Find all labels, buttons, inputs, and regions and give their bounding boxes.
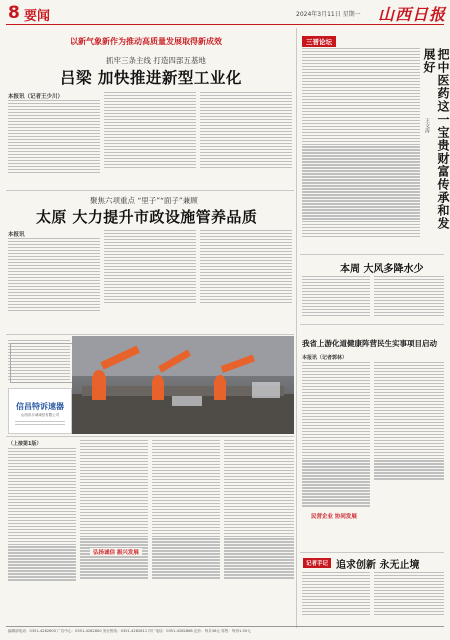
factory-photo	[72, 336, 294, 434]
divider	[300, 254, 444, 255]
section-title: 要闻	[24, 9, 51, 24]
social-byline: 本报讯（记者郭林）	[302, 355, 348, 361]
lvliang-body-col2	[104, 92, 196, 170]
page-number: 8	[8, 3, 20, 23]
bottom-mid-subhead: 弘扬诚信 振兴发展	[90, 548, 142, 556]
social-body-col2	[374, 362, 444, 481]
lvliang-kicker: 以新气象新作为推动高质量发展取得新成效	[70, 37, 222, 46]
lvliang-body-col3	[200, 92, 292, 170]
advertisement	[8, 388, 72, 434]
bottom-body-col3	[152, 440, 220, 580]
forum-author: 王文涛	[424, 118, 430, 133]
divider	[6, 334, 294, 335]
energy-subhead: 民营企业 协同发展	[308, 512, 360, 520]
taiyuan-body-col3	[200, 230, 292, 305]
social-headline: 我省上游化道健康阵营民生实事项目启动	[302, 339, 437, 348]
taiyuan-body-col1	[8, 238, 100, 313]
caption-box	[10, 343, 74, 383]
notes-body-col1	[302, 572, 370, 617]
social-body-col1	[302, 362, 370, 508]
lvliang-body-col1	[8, 100, 100, 175]
lvliang-headline: 吕梁 加快推进新型工业化	[60, 69, 242, 87]
divider	[300, 552, 444, 553]
notes-label: 记者手记	[303, 558, 331, 568]
bottom-left-label: （上接第1版）	[8, 441, 42, 447]
forum-headline: 把中医药这一宝贵财富传承和发展好	[422, 48, 450, 230]
bottom-body-col2	[80, 440, 148, 580]
weather-body-col2	[374, 276, 444, 318]
taiyuan-subtitle: 聚焦六项重点 “里子”“面子”兼顾	[90, 196, 198, 205]
sanjin-forum-label: 三晋论坛	[302, 36, 336, 47]
masthead-rule	[6, 24, 444, 25]
column-divider	[296, 28, 297, 628]
bottom-body-col4	[224, 440, 294, 580]
ad-subtitle: 山西省丰诚诚信有限公司	[20, 413, 60, 417]
forum-body-col1	[302, 48, 420, 239]
footer-rule	[6, 626, 444, 627]
weather-body-col1	[302, 276, 370, 318]
newspaper-logo: 山西日报	[378, 5, 447, 24]
notes-headline: 追求创新 永无止境	[336, 560, 420, 571]
divider	[6, 190, 294, 191]
taiyuan-body-col2	[104, 230, 196, 305]
lvliang-byline: 本报讯（记者王少川）	[8, 94, 64, 100]
lvliang-subtitle: 抓牢三条主线 打造四部五基地	[106, 56, 206, 65]
date-line: 2024年3月11日 星期一	[296, 11, 361, 18]
divider	[6, 436, 294, 437]
footer-info: 编辑部电话：0351-4282600 广告中心：0351-4282800 发行热线：0351-4282811 印厂电话：0351-4282868 定价：每月36元 零售：每份1.50元	[8, 629, 251, 633]
ad-title: 信昌特诉速器	[16, 402, 64, 411]
taiyuan-headline: 太原 大力提升市政设施管养品质	[36, 208, 258, 226]
factory-photo-illustration	[72, 336, 294, 434]
bottom-body-col1	[8, 448, 76, 582]
divider	[300, 324, 444, 325]
weather-headline: 本周 大风多降水少	[340, 264, 424, 275]
taiyuan-byline: 本报讯	[8, 232, 25, 238]
notes-body-col2	[374, 572, 444, 617]
